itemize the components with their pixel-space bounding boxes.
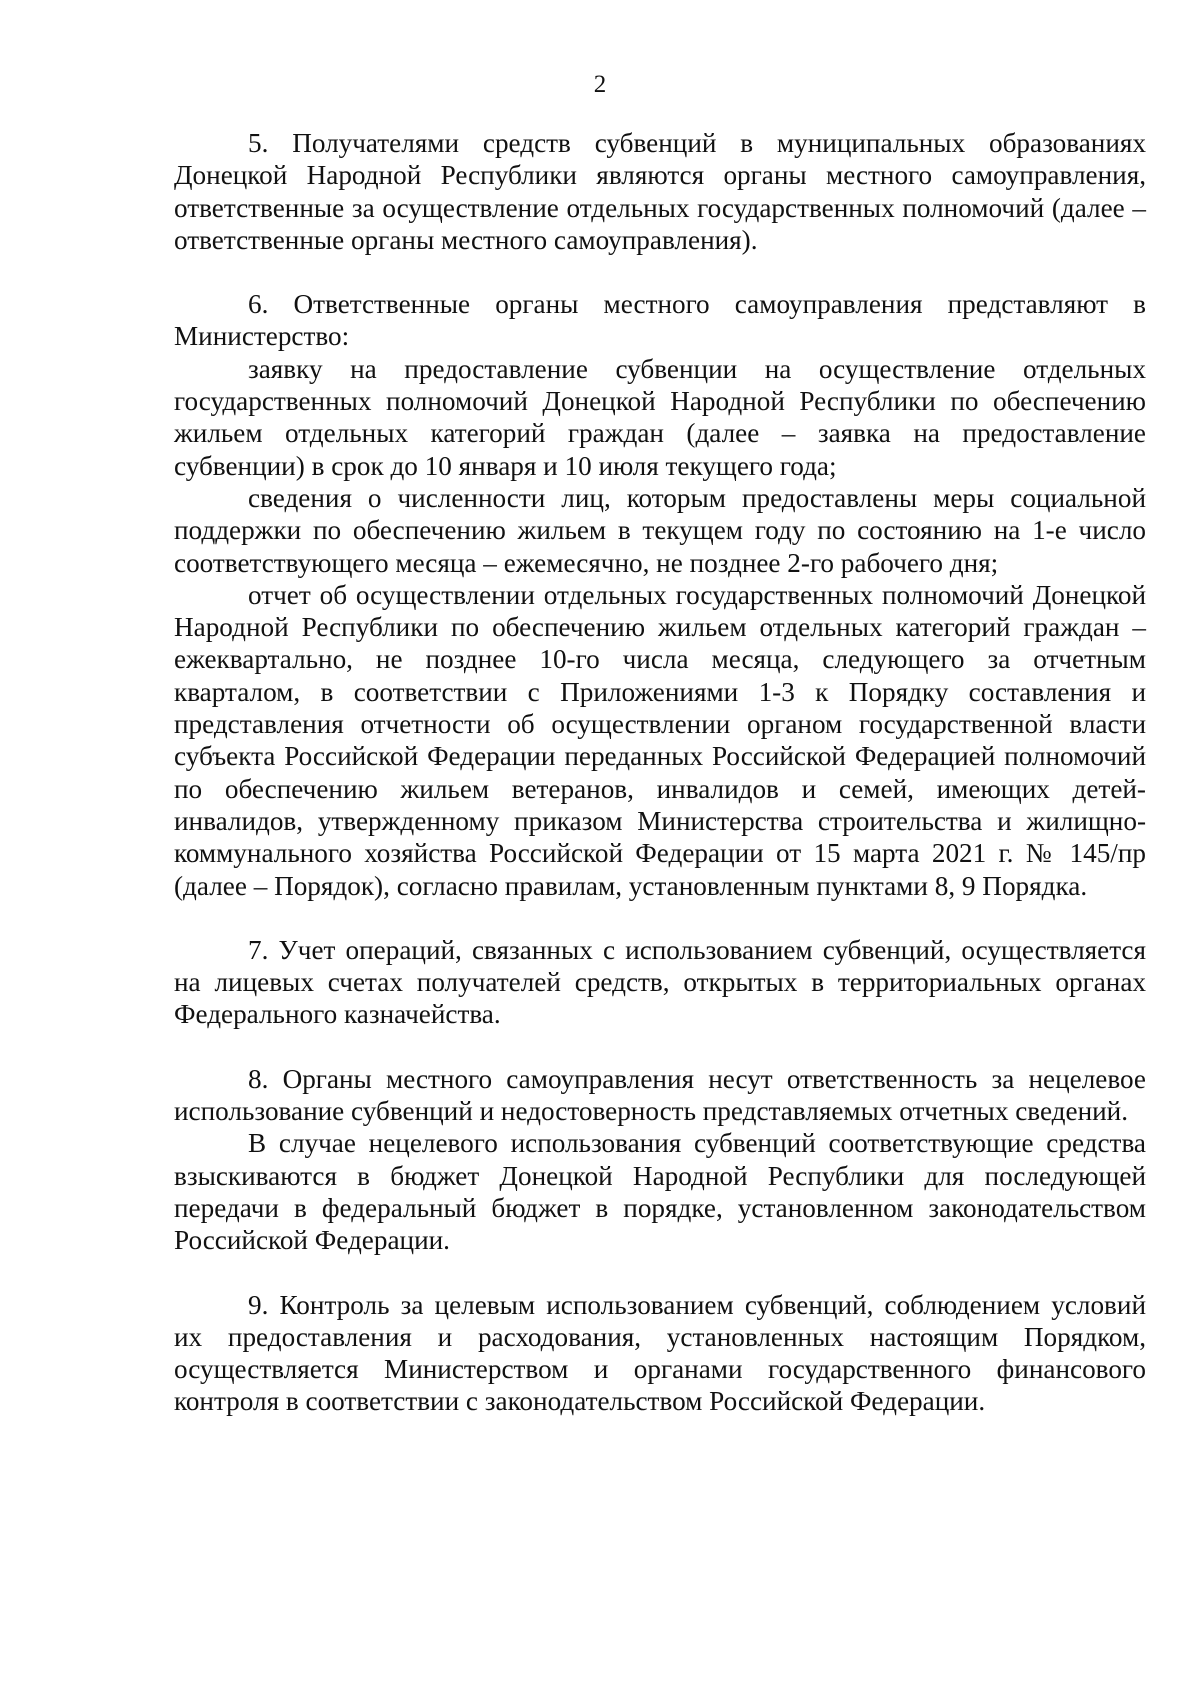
paragraph-8: 8. Органы местного самоуправления несут ответственность за нецелевое использование субвенций и недостоверность представляемых отчетных сведений. <box>174 1063 1146 1127</box>
paragraph-7: 7. Учет операций, связанных с использованием субвенций, осуществляется на лицевых счетах получателей средств, открытых в территориальных органах Федерального казначейства. <box>174 934 1146 1030</box>
page-number: 2 <box>593 71 607 98</box>
paragraph-8-continuation: В случае нецелевого использования субвенций соответствующие средства взыскиваются в бюджет Донецкой Народной Республики для последующей передачи в федеральный бюджет в порядке, установленном законодательством Российской Федерации. <box>174 1128 1146 1256</box>
paragraph-5: 5. Получателями средств субвенций в муниципальных образованиях Донецкой Народной Республики являются органы местного самоуправления, ответственные за осуществление отдельных государственных полномочий (далее – ответственные органы местного самоуправления). <box>174 128 1146 255</box>
paragraph-6: 6. Ответственные органы местного самоуправления представляют в Министерство: <box>174 289 1146 352</box>
paragraph-6-item-info: сведения о численности лиц, которым предоставлены меры социальной поддержки по обеспечению жильем в текущем году по состоянию на 1-е число соответствующего месяца – ежемесячно, не позднее 2-го рабочего дня; <box>174 482 1146 578</box>
paragraph-9: 9. Контроль за целевым использованием субвенций, соблюдением условий их предоставления и расходования, установленных настоящим Порядком, осуществляется Министерством и органами государственного финансового контроля в соответствии с законодательством Российской Федерации. <box>174 1289 1146 1417</box>
document-body <box>174 127 1146 1418</box>
paragraph-6-item-report: отчет об осуществлении отдельных государственных полномочий Донецкой Народной Республики по обеспечению жильем отдельных категорий граждан – ежеквартально, не позднее 10-го числа месяца, следующего за отчетным кварталом, в соответствии с Приложениями 1-3 к Порядку составления и представления отчетности об осуществлении органом государственной власти субъекта Российской Федерации переданных Российской Федерацией полномочий по обеспечению жильем ветеранов, инвалидов и семей, имеющих детей-инвалидов, утвержденному приказом Министерства строительства и жилищно-коммунального хозяйства Российской Федерации от 15 марта 2021 г. № 145/пр (далее – Порядок), согласно правилам, установленным пунктами 8, 9 Порядка. <box>174 579 1146 901</box>
paragraph-6-item-request: заявку на предоставление субвенции на осуществление отдельных государственных полномочий Донецкой Народной Республики по обеспечению жильем отдельных категорий граждан (далее – заявка на предоставление субвенции) в срок до 10 января и 10 июля текущего года; <box>174 353 1146 481</box>
